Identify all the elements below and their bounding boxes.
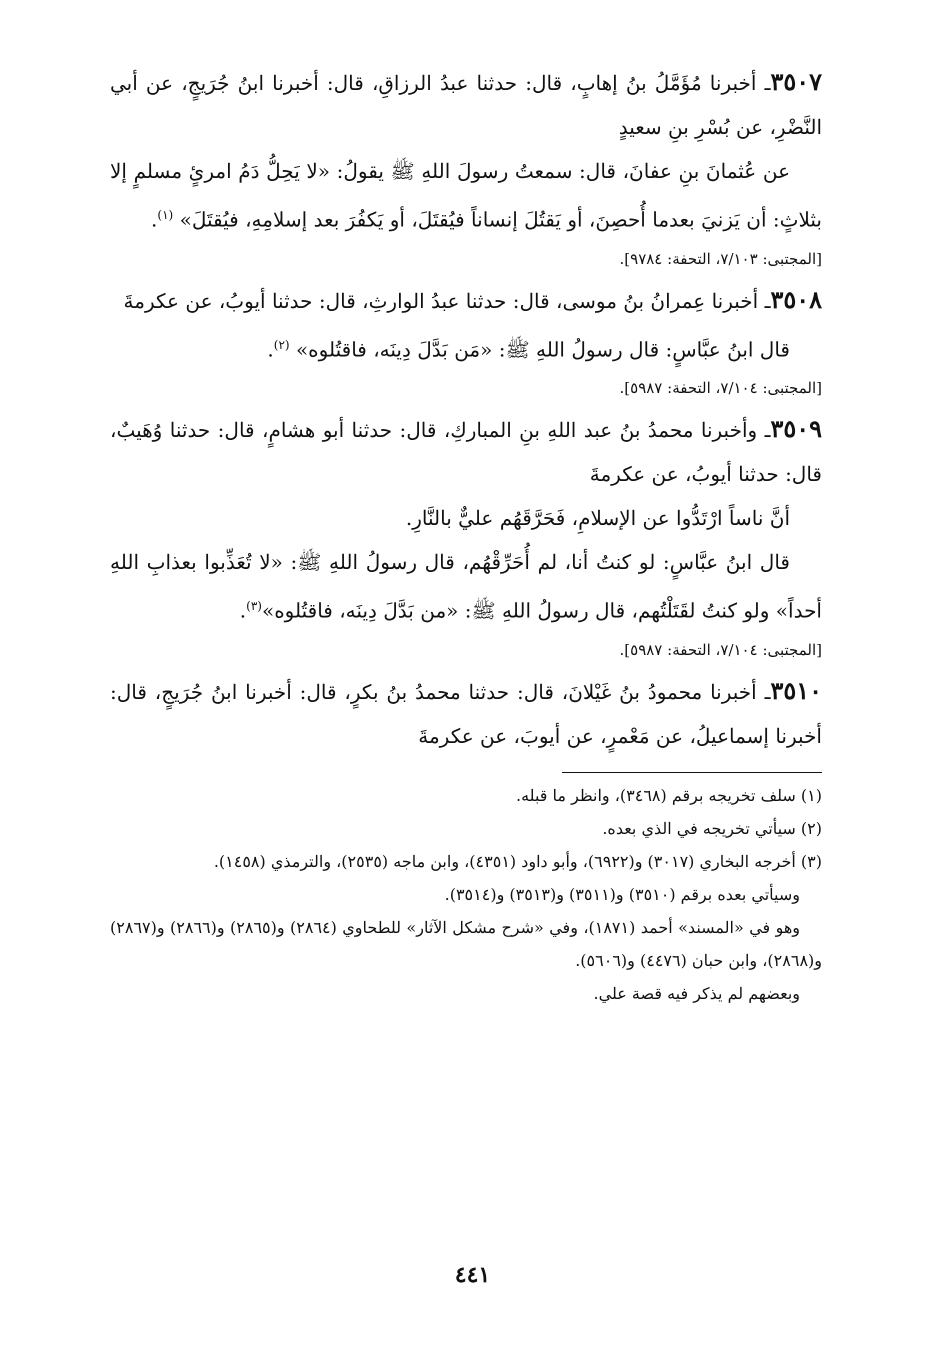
footnote-3: (٣) أخرجه البخاري (٣٠١٧) و(٦٩٢٢)، وأبو داود (٤٣٥١)، وابن ماجه (٢٥٣٥)، والترمذي (١٤٥٨).: [213, 851, 822, 871]
matn-text: عن عُثمانَ بنِ عفانَ، قال: سمعتُ رسولَ اللهِ ﷺ يقولُ: «لا يَحِلُّ دَمُ امرئٍ مسلمٍ إلا بثلاثٍ: أن يَزنيَ بعدما أُحصِنَ، أو يَقتُلَ إنساناً فيُقتَلَ، أو يَكفُرَ بعد إسلامِهِ، فيُقتَلَ»: [110, 159, 822, 232]
matn-text: أنَّ ناساً ارْتَدُّوا عن الإسلامِ، فَحَرَّقَهُم عليٌّ بالنَّارِ.: [405, 506, 790, 531]
isnad-text: ـ أخبرنا عِمرانُ بنُ موسى، قال: حدثنا عبدُ الوارثِ، قال: حدثنا أيوبُ، عن عكرمةَ: [123, 288, 771, 313]
hadith-3507-isnad: [110, 60, 822, 149]
source-reference: [المجتبى: ٧/١٠٤، التحفة: ٥٩٨٧].: [619, 379, 822, 398]
isnad-text: ـ أخبرنا محمودُ بنُ غَيْلانَ، قال: حدثنا محمدُ بنُ بكرٍ، قال: أخبرنا ابنُ جُرَيجٍ، قال: أخبرنا إسماعيلُ، عن مَعْمرٍ، عن أيوبَ، عن عكرمةَ: [110, 679, 822, 748]
matn-text: قال ابنُ عبَّاسٍ: لو كنتُ أنا، لم أُحَرِّقْهُم، قال رسولُ اللهِ ﷺ: «لا تُعَذِّبوا بعذابِ اللهِ أحداً» ولو كنتُ لقَتَلْتُهم، قال رسولُ اللهِ ﷺ: «من بَدَّلَ دِينَه، فاقتُلوه»: [110, 550, 822, 623]
hadith-3509-matn-1: [110, 496, 822, 540]
hadith-number: ٣٥٠٧: [770, 67, 822, 96]
hadith-3507-matn: عن عُثمانَ بنِ عفانَ، قال: سمعتُ رسولَ اللهِ ﷺ يقولُ: «لا يَحِلُّ دَمُ امرئٍ مسلمٍ إلا بثلاثٍ: أن يَزنيَ بعدما أُحصِنَ، أو يَقتُلَ إنساناً فيُقتَلَ، أو يَكفُرَ بعد إسلامِهِ، فيُقتَلَ» $^{(١)}$.: [110, 159, 822, 232]
footnote-ref: (٣): [246, 599, 262, 614]
footnote-ref: (١): [157, 208, 174, 222]
footnote-divider: [562, 772, 822, 773]
page-number: ٤٤١: [454, 1262, 491, 1288]
footnote-3-continued: وسيأتي بعده برقم (٣٥١٠) و(٣٥١١) و(٣٥١٣) و(٣٥١٤).: [444, 884, 800, 904]
page-body: [110, 60, 822, 1010]
footnote-3-continued: وهو في «المسند» أحمد (١٨٧١)، وفي «شرح مشكل الآثار» للطحاوي (٢٨٦٤) و(٢٨٦٥) و(٢٨٦٦) و(٢٨٦٧) و(٢٨٦٨)، وابن حبان (٤٤٧٦) و(٥٦٠٦).: [110, 917, 822, 970]
hadith-3508-isnad: [110, 278, 822, 323]
source-reference: [المجتبى: ٧/١٠٤، التحفة: ٥٩٨٧].: [619, 640, 822, 659]
isnad-text: ـ وأخبرنا محمدُ بنُ عبد اللهِ بنِ المباركِ، قال: حدثنا أبو هشامٍ، قال: حدثنا وُهَيبٌ، قال: حدثنا أيوبُ، عن عكرمةَ: [110, 418, 822, 487]
hadith-3508-matn: قال ابنُ عبَّاسٍ: قال رسولُ اللهِ ﷺ: «مَن بَدَّلَ دِينَه، فاقتُلوه» $^{(٢)}$.: [267, 337, 790, 362]
source-reference: [المجتبى: ٧/١٠٣، التحفة: ٩٧٨٤].: [619, 249, 822, 268]
matn-text: قال ابنُ عبَّاسٍ: قال رسولُ اللهِ ﷺ: «مَن بَدَّلَ دِينَه، فاقتُلوه»: [295, 337, 790, 362]
footnote-2: (٢) سيأتي تخريجه في الذي بعده.: [602, 818, 822, 838]
hadith-3510-isnad: [110, 669, 822, 758]
hadith-number: ٣٥٠٩: [770, 414, 822, 444]
footnote-1: (١) سلف تخريجه برقم (٣٤٦٨)، وانظر ما قبله.: [516, 785, 822, 805]
footnote-3-continued: وبعضهم لم يذكر فيه قصة علي.: [593, 983, 800, 1003]
hadith-3509-isnad: [110, 407, 822, 496]
footnote-ref: (٢): [273, 337, 290, 352]
hadith-3509-matn-2: قال ابنُ عبَّاسٍ: لو كنتُ أنا، لم أُحَرِّقْهُم، قال رسولُ اللهِ ﷺ: «لا تُعَذِّبوا بعذابِ اللهِ أحداً» ولو كنتُ لقَتَلْتُهم، قال رسولُ اللهِ ﷺ: «من بَدَّلَ دِينَه، فاقتُلوه»$^{(٣)}$.: [110, 550, 822, 623]
isnad-text: ـ أخبرنا مُؤَمَّلُ بنُ إهابٍ، قال: حدثنا عبدُ الرزاقِ، قال: أخبرنا ابنُ جُرَيجٍ، عن أبي النَّضْرِ، عن بُسْرِ بنِ سعيدٍ: [110, 71, 822, 139]
hadith-number: ٣٥٠٨: [770, 284, 822, 314]
hadith-number: ٣٥١٠: [770, 675, 822, 705]
